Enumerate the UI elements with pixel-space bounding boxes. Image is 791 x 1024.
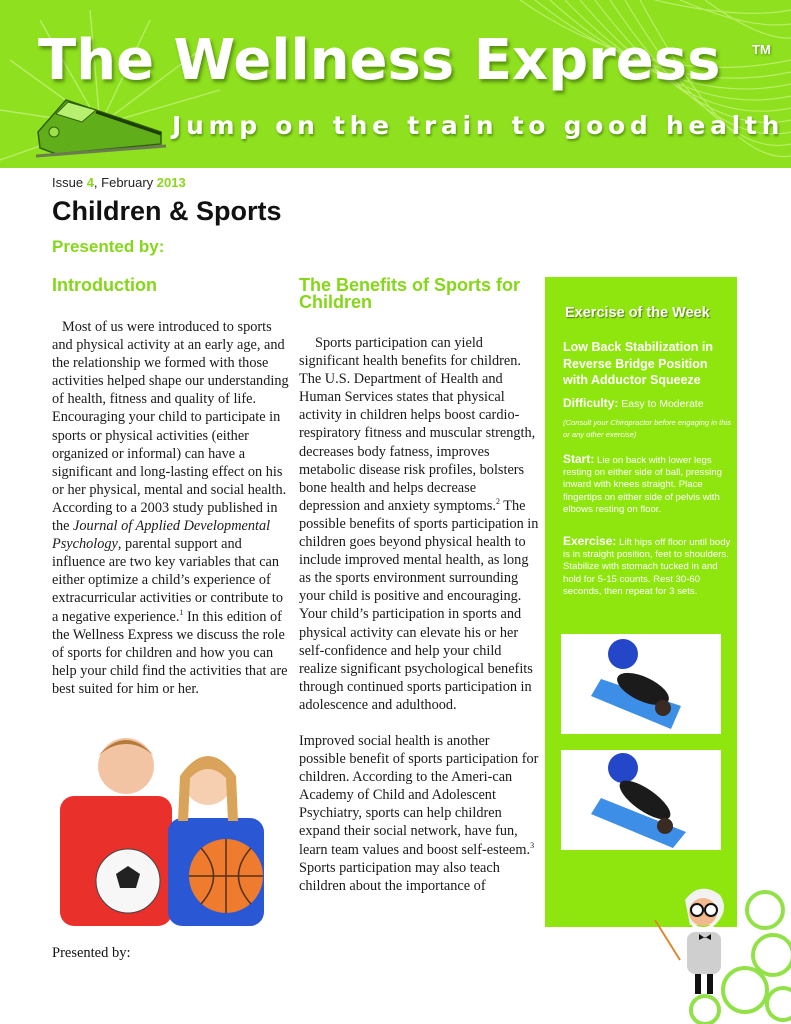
- exercise-box-title: Exercise of the Week: [565, 305, 710, 321]
- exercise-name: Low Back Stabilization in Reverse Bridge Position with Adductor Squeeze: [563, 340, 714, 387]
- professor-mascot-icon: [645, 880, 791, 1024]
- benefits-text-3: Improved social health is another possible benefit of sports participation for children. According to the Ameri-can Academy of Child and Adolescent Psychiatry, sports can help children expand their social network, have fun, learn team values and boost self-esteem.: [299, 732, 539, 858]
- consult-disclaimer: (Consult your Chiropractor before engaging in this or any other exercise): [563, 418, 731, 439]
- newsletter-tagline: Jump on the train to good health: [172, 111, 785, 140]
- introduction-body: [52, 318, 292, 698]
- start-text: Lie on back with lower legs resting on either side of ball, pressing inward with knees straight. Place fingertips on either side of pelvis with elbows resting on floor.: [563, 455, 722, 515]
- exercise-start: [563, 453, 731, 516]
- masthead-banner: [0, 0, 791, 166]
- exercise-photo-start: [561, 634, 721, 734]
- footnote-ref-3: 3: [530, 840, 535, 850]
- issue-number: 4: [86, 175, 94, 190]
- benefits-text-1: Sports participation can yield significant health benefits for children. The U.S. Department of Health and Human Services states that physical activity in children helps boost cardio-respiratory fitness and muscular strength, decreases body fatness, improves metabolic disease risk profiles, bolsters bone health and helps decrease depression and anxiety symptoms.: [299, 335, 536, 514]
- issue-prefix: Issue: [52, 175, 87, 190]
- presented-by-heading: Presented by:: [52, 237, 165, 256]
- children-with-balls-photo: [56, 726, 268, 926]
- difficulty-label: Difficulty:: [563, 396, 619, 410]
- train-icon: [36, 92, 176, 162]
- exercise-of-the-week-box: [545, 277, 737, 927]
- footnote-ref-2: 2: [495, 497, 500, 507]
- benefits-body: [299, 334, 539, 895]
- exercise-text: Lift hips off floor until body is in straight position, feet to shoulders. Stabilize with stomach tucked in and hold for 5-15 counts. Rest 30-60 seconds, then repeat for 3 sets.: [563, 537, 731, 597]
- benefits-text-2: The possible benefits of sports participation in children goes beyond physical health to include improved mental health, as long as the sports environment surrounding your child is positive and encouraging. Your child’s participation in sports and physical activity can elevate his or her self-confidence and help your child realize significant psychological benefits through continued sports participation in adolescence and adulthood.: [299, 497, 539, 713]
- exercise-instructions: [563, 535, 731, 598]
- masthead-divider: [0, 166, 791, 168]
- exercise-difficulty: [563, 396, 704, 410]
- newsletter-title: The Wellness Express: [38, 28, 721, 93]
- exercise-label: Exercise:: [563, 534, 617, 548]
- issue-line: [52, 175, 186, 190]
- intro-text-1: Most of us were introduced to sports and physical activity at an early age, and the relationship we formed with those activities helped shape our understanding of health, fitness and quality of life. Encouraging your child to participate in sports or physical activities (either organized or informal) can have a significant and long-lasting effect on his or her physical, mental and social health. According to a 2003 study published in the: [52, 319, 289, 535]
- start-label: Start:: [563, 452, 595, 466]
- trademark-mark: TM: [752, 42, 771, 57]
- benefits-heading: The Benefits of Sports for Children: [299, 275, 521, 312]
- benefits-text-4: Sports participation may also teach children about the importance of: [299, 859, 500, 894]
- footnote-ref-1: 1: [179, 607, 184, 617]
- issue-year: 2013: [156, 175, 186, 190]
- presented-by-footer: Presented by:: [52, 945, 131, 961]
- issue-month: , February: [93, 175, 157, 190]
- intro-text-3: In this edition of the Wellness Express we discuss the role of sports for children and how you can help your child find the activities that are best suited for him or her.: [52, 608, 288, 697]
- journal-name: Journal of Applied Developmental Psychology: [52, 518, 271, 553]
- introduction-heading: Introduction: [52, 275, 157, 295]
- page-title: Children & Sports: [52, 196, 282, 226]
- exercise-photo-bridge: [561, 750, 721, 850]
- intro-text-2: , parental support and influence are two key variables that can either optimize a child’s experience of extracurricular activities or contribute to a negative experience.: [52, 536, 284, 625]
- difficulty-value: Easy to Moderate: [618, 398, 704, 410]
